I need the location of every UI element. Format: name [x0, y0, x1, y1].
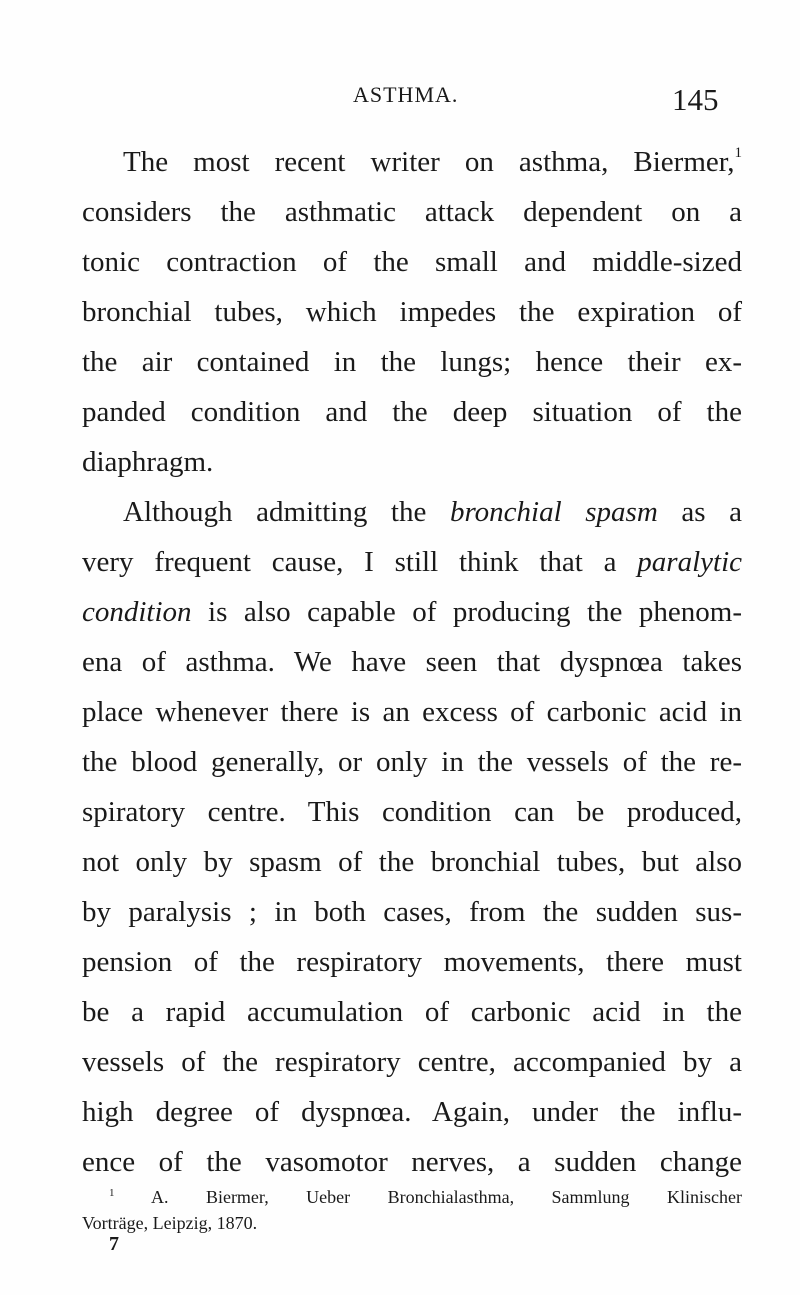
running-head: ASTHMA. [353, 82, 459, 107]
text-line: be a rapid accumulation of carbonic acid in the [82, 996, 742, 1028]
text-run: is also capable of producing the phenom- [191, 596, 742, 628]
text-run: Although admitting the [123, 496, 450, 528]
footnote-marker: 1 [109, 1187, 115, 1199]
body-text [82, 137, 742, 1187]
text-line [82, 137, 742, 187]
emphasis-bronchial-spasm: bronchial spasm [449, 496, 658, 528]
text-line: not only by spasm of the bronchial tubes, but also [82, 846, 742, 878]
text-run: very frequent cause, I still think that a [82, 546, 638, 578]
footnote-line [82, 1184, 742, 1210]
text-line [82, 587, 742, 637]
emphasis-paralytic: paralytic [637, 546, 742, 578]
text-line: place whenever there is an excess of carbonic acid in [82, 696, 742, 728]
footnote [82, 1184, 742, 1236]
text-line: ena of asthma. We have seen that dyspnœa takes [82, 646, 742, 678]
text-line: by paralysis ; in both cases, from the sudden sus- [82, 896, 742, 928]
emphasis-condition: condition [82, 596, 192, 628]
page-number: 145 [672, 82, 719, 117]
text-run: The most recent writer on asthma, Biermer, [123, 146, 735, 178]
text-line: considers the asthmatic attack dependent on a [82, 196, 742, 228]
text-line: tonic contraction of the small and middle-sized [82, 246, 742, 278]
text-run: as a [657, 496, 742, 528]
text-line: spiratory centre. This condition can be produced, [82, 796, 742, 828]
text-line: the blood generally, or only in the vessels of the re- [82, 746, 742, 778]
text-line: vessels of the respiratory centre, accompanied by a [82, 1046, 742, 1078]
text-line: ence of the vasomotor nerves, a sudden change [82, 1146, 742, 1178]
text-line: diaphragm. [82, 446, 214, 478]
text-line [82, 487, 742, 537]
footnote-reference: 1 [734, 145, 742, 161]
text-line: bronchial tubes, which impedes the expiration of [82, 296, 742, 328]
text-line: the air contained in the lungs; hence their ex- [82, 346, 742, 378]
footnote-line: Vorträge, Leipzig, 1870. [82, 1213, 258, 1233]
text-line [82, 537, 742, 587]
text-line: panded condition and the deep situation of the [82, 396, 742, 428]
footnote-text: A. Biermer, Ueber Bronchialasthma, Sammlung Klinischer [114, 1187, 742, 1207]
text-line: pension of the respiratory movements, there must [82, 946, 742, 978]
signature-mark: 7 [109, 1233, 119, 1255]
text-line: high degree of dyspnœa. Again, under the influ- [82, 1096, 742, 1128]
